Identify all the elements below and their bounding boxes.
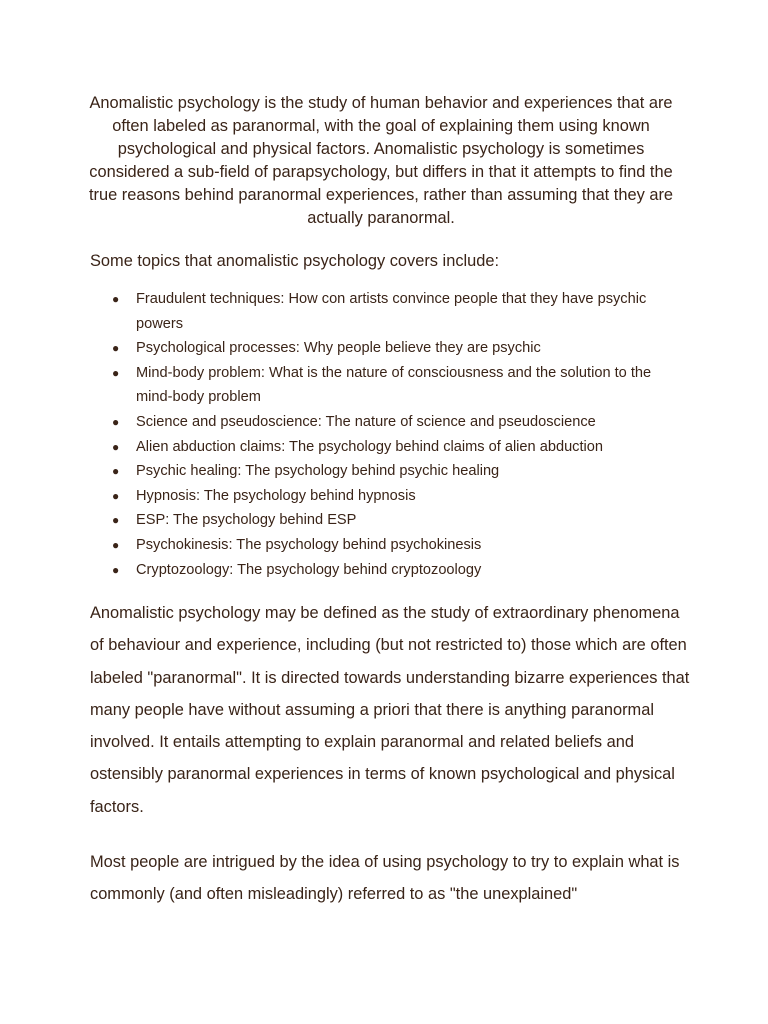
list-item xyxy=(90,533,690,558)
bullet-icon: ● xyxy=(112,365,120,380)
body-paragraph-definition: Anomalistic psychology may be defined as the study of extraordinary phenomena of behaviour and experience, including (but not restricted to) those which are often labeled "paranormal". It is directed towards understanding bizarre experiences that many people have without assuming a priori that there is anything paranormal involved. It entails attempting to explain paranormal and related beliefs and ostensibly paranormal experiences in terms of known psychological and physical factors. xyxy=(90,604,690,816)
bullet-icon: ● xyxy=(112,464,120,479)
bullet-icon: ● xyxy=(112,292,120,306)
list-item xyxy=(90,484,690,509)
intro-paragraph: Anomalistic psychology is the study of human behavior and experiences that are often labeled as paranormal, with the goal of explaining them using known psychological and physical factors. Anomalistic psychology is sometimes considered a sub-field of parapsychology, but differs in that it attempts to find the true reasons behind paranormal experiences, rather than assuming that they are actually paranormal. xyxy=(88,94,674,227)
list-item-text: Alien abduction claims: The psychology behind claims of alien abduction xyxy=(136,438,604,455)
bullet-icon: ● xyxy=(112,562,120,577)
list-item-text: Psychokinesis: The psychology behind psychokinesis xyxy=(136,536,482,553)
bullet-icon: ● xyxy=(112,513,120,528)
body-paragraph-intrigue: Most people are intrigued by the idea of using psychology to try to explain what is commonly (and often misleadingly) referred to as "the unexplained" xyxy=(90,853,680,904)
bullet-icon: ● xyxy=(112,341,120,356)
list-item xyxy=(90,361,690,410)
list-item-text: Science and pseudoscience: The nature of science and pseudoscience xyxy=(136,413,596,430)
bullet-icon: ● xyxy=(112,537,120,552)
list-item xyxy=(90,508,690,533)
topics-list xyxy=(90,287,690,582)
topics-lead-sentence: Some topics that anomalistic psychology covers include: xyxy=(90,252,500,270)
list-item-text: Fraudulent techniques: How con artists convince people that they have psychic powers xyxy=(136,291,647,332)
bullet-icon: ● xyxy=(112,439,120,454)
list-item-text: Hypnosis: The psychology behind hypnosis xyxy=(136,487,416,504)
list-item-text: Cryptozoology: The psychology behind cryptozoology xyxy=(136,561,482,578)
list-item-text: Psychological processes: Why people believe they are psychic xyxy=(136,340,541,357)
list-item-text: ESP: The psychology behind ESP xyxy=(136,512,357,529)
list-item xyxy=(90,459,690,484)
list-item-text: Mind-body problem: What is the nature of consciousness and the solution to the mind-body problem xyxy=(136,364,652,406)
list-item xyxy=(90,410,690,435)
list-item xyxy=(90,336,690,361)
list-item xyxy=(90,558,690,583)
bullet-icon: ● xyxy=(112,414,120,429)
bullet-icon: ● xyxy=(112,488,120,503)
list-item xyxy=(90,435,690,460)
list-item xyxy=(90,287,690,336)
list-item-text: Psychic healing: The psychology behind psychic healing xyxy=(136,463,500,480)
